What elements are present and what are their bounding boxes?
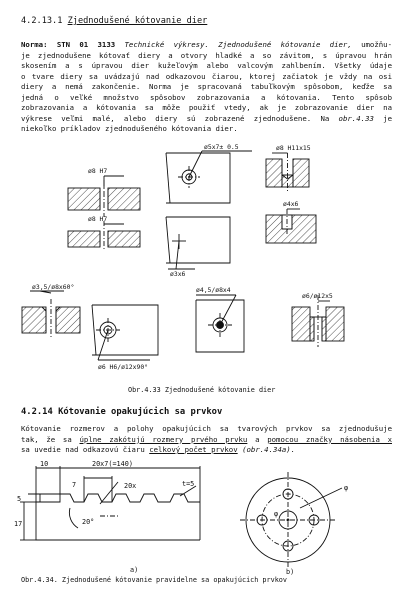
text-line: je zjednodušene kótovať diery a otvory hladké a so závitom, s úpravou hrán	[21, 50, 392, 60]
text-line: skosením a s úpravou dier kužeľovým alebo valcovým zahlbením. Všetky údaje	[21, 61, 392, 70]
dimension-label: φ	[274, 510, 279, 518]
dimension-label: 5	[17, 495, 22, 503]
callout-label: ø3x6	[170, 270, 186, 278]
text-fragment: sa uvedie nad odkazovú čiaru	[21, 445, 145, 454]
text-line: zobrazovania a kótovania sa môže použiť vtedy, ak je zobrazovanie dier na	[21, 103, 392, 112]
section-heading-repeating	[21, 407, 222, 417]
plate-view-hole-2	[166, 151, 252, 203]
paragraph-repeating	[21, 424, 392, 456]
text-emphasis: celkový počet prvkov	[149, 445, 238, 454]
text-line: diery a nemá zakončenie. Norma je spracovaná tabuľkovým spôsobom, keďže sa	[21, 82, 392, 91]
callout-label: ø6/ø12x5	[302, 292, 333, 300]
callout-label: ø8 H7	[88, 215, 108, 223]
dimension-label: t=5	[182, 480, 195, 488]
text-emphasis: úplne zakótujú rozmery prvého prvku	[79, 434, 248, 444]
plate-view-spotface-9	[196, 295, 244, 352]
callout-label: ø4,5/ø8x4	[196, 286, 231, 294]
norm-lead: Norma:	[21, 40, 48, 49]
figure-4-34-drawing	[0, 458, 411, 576]
norm-id: STN 01 3133	[56, 40, 116, 49]
callout-label: ø8 H11x15	[276, 144, 311, 152]
figure-caption-434: Obr.4.34. Zjednodušené kótovanie pravidelne sa opakujúcich prvkov	[21, 576, 287, 584]
figure-ref: (obr.4.34a).	[242, 445, 296, 454]
text-fragment: tak, že sa	[21, 434, 72, 444]
callout-label: ø8 H7	[88, 167, 108, 175]
hatched-section-hole-4	[68, 221, 140, 251]
figure-caption-433: Obr.4.33 Zjednodušené kótovanie dier	[128, 386, 276, 394]
callout-label: ø3,5/ø8x60°	[32, 283, 75, 291]
plate-view-counterbore-8	[92, 305, 158, 360]
text-line: Kótovanie rozmerov a polohy opakujúcich sa tvarových prvkov sa zjednodušuje	[21, 424, 392, 433]
hatched-section-hole-1	[68, 176, 140, 217]
callout-label: ø6 H6/ø12x90°	[98, 363, 149, 371]
text-fragment: a	[255, 434, 260, 444]
norm-title: Technické výkresy. Zjednodušené kótovanie dier,	[124, 40, 352, 49]
figure-ref: obr.4.33	[338, 113, 374, 123]
section-number: 4.2.13.1	[21, 16, 63, 26]
text-line: výkrese veľmi malé, alebo diery sú zobrazené zjednodušene. Na	[21, 113, 330, 123]
subfigure-label: a)	[130, 566, 139, 574]
callout-label: ø4x6	[283, 200, 299, 208]
dimension-label: 7	[72, 481, 77, 489]
plate-view-cross-5	[166, 217, 230, 269]
text-emphasis: pomocou značky násobenia x	[267, 434, 392, 444]
section-title: Zjednodušené kótovanie dier	[67, 16, 208, 26]
dimension-label: 20x7(=140)	[92, 460, 133, 468]
section-title: Kótovanie opakujúcich sa prvkov	[58, 407, 223, 417]
dimension-label: 17	[14, 520, 23, 528]
dimension-label: φ	[344, 484, 349, 492]
callout-label: ø5x7± 0.5	[204, 143, 239, 151]
disc-drawing-b	[240, 472, 342, 568]
rack-drawing-a	[20, 466, 200, 540]
text-line: niekoľko príkladov zjednodušeného kótovania dier.	[21, 124, 238, 133]
subfigure-label: b)	[286, 568, 295, 576]
dimension-label: 10	[40, 460, 49, 468]
figure-4-33-drawing	[0, 135, 411, 385]
section-threaded-hole-3	[266, 153, 309, 193]
text-line: jedná o veľké množstvo spôsobov zobrazovania a kótovania. Tento spôsob	[21, 92, 392, 102]
section-counterbore-10	[292, 295, 344, 347]
text-line: umožňu-	[361, 40, 393, 49]
section-heading-holes	[21, 16, 207, 26]
dimension-label: 20°	[82, 518, 95, 526]
dimension-label: 20x	[124, 482, 137, 490]
paragraph-holes	[21, 40, 392, 135]
text-fragment: je	[383, 113, 393, 123]
section-countersunk-7	[22, 291, 80, 339]
section-number: 4.2.14	[21, 407, 53, 417]
text-line: o tvare diery sa uvádzajú nad odkazovou čiarou, ktorej začiatok je vždy na osi	[21, 71, 392, 81]
section-blind-hole-6	[266, 209, 316, 243]
